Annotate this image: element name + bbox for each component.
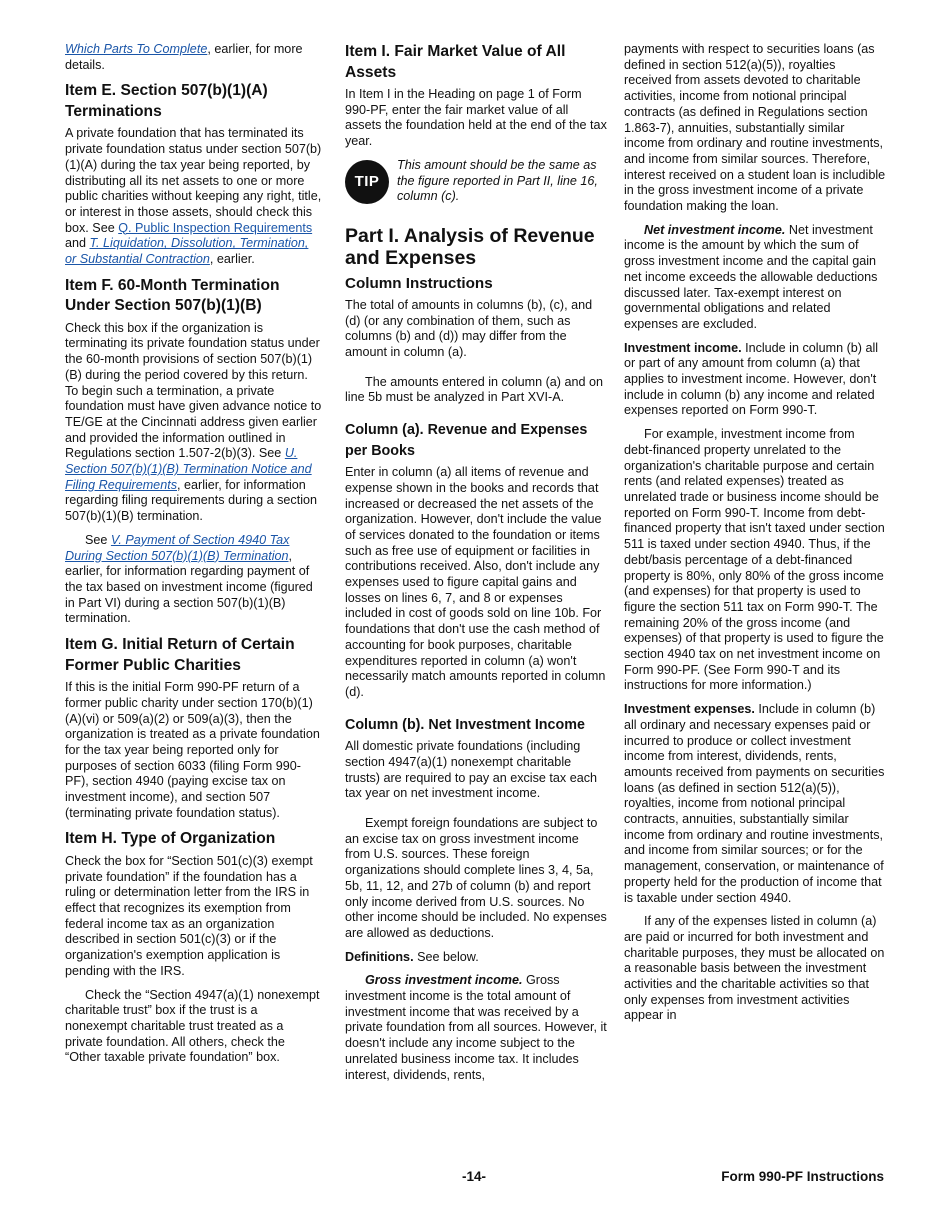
definitions-paragraph: Definitions. See below. [345,949,479,964]
column-b-paragraph-1: All domestic private foundations (including section 4947(a)(1) nonexempt charitable trusts) are required to pay an excise tax each tax year on net investment income. [345,739,598,801]
item-h-paragraph-2: Check the “Section 4947(a)(1) nonexempt charitable trust” box if the trust is a nonexempt charitable trust treated as a private foundation. All others, check the “Other taxable private foundation” box. [65,987,320,1065]
heading-item-i: Item I. Fair Market Value of All Assets [345,43,566,81]
heading-item-f: Item F. 60-Month Termination Under Section 507(b)(1)(B) [65,276,280,315]
heading-item-g: Item G. Initial Return of Certain Former Public Charities [65,636,295,674]
link-liquidation[interactable]: T. Liquidation, Dissolution, Termination, or Substantial Contraction [65,236,309,267]
item-i-paragraph: In Item I in the Heading on page 1 of Form 990-PF, enter the fair market value of all assets the foundation held at the end of the tax year. [345,87,607,149]
item-f-paragraph: Check this box if the organization is terminating its private foundation status under the 60-month provisions of section 507(b)(1)(B) during the period covered by this return. To begin such a termination, a private foundation must have given advance notice to TE/GE at the Cincinnati address given earlier and provided the information outlined in Regulations section 1.507-2(b)(3). See U. Section 507(b)(1)(B) Termination Notice and Filing Requirements, earlier, for information regarding filing requirements during a section 507(b)(1)(B) termination. [65,320,322,524]
heading-column-instructions: Column Instructions [345,274,493,292]
column-instructions-paragraph-2: The amounts entered in column (a) and on line 5b must be analyzed in Part XVI-A. [345,374,604,405]
heading-part-1: Part I. Analysis of Revenue and Expenses [345,224,595,270]
investment-expenses-paragraph: Investment expenses. Include in column (b) all ordinary and necessary expenses paid or incurred to produce or collect investment income from interest, dividends, rents, amounts received from payments on securities loans (as defined in section 512(a)(5)), royalties, income from notional principal contracts, annuities, substantially similar income from ordinary and routine investments, and income from similar sources; or for the management, conservation, or maintenance of property held for the production of income that is taxable under section 4940. [624,702,885,905]
link-public-inspection[interactable]: Q. Public Inspection Requirements [118,220,313,235]
heading-column-a: Column (a). Revenue and Expenses per Books [345,422,588,459]
column-b-paragraph-2: Exempt foreign foundations are subject to an excise tax on gross investment income from U.S. sources. These foreign organizations should complete lines 3, 4, 5a, 5b, 11, 12, and 27b of column (b) and report only income derived from U.S. sources. No other income should be included. No expenses are allowed as deductions. [345,816,607,940]
item-e-paragraph: A private foundation that has terminated its private foundation status under section 507(b)(1)(A) during the tax year being reported, by distributing all its net assets to one or more public charities without keeping any right, title, or interest in those assets, should check this box. See Q. Public Inspection Requirements and T. Liquidation, Dissolution, Termination, or Substantial Contraction, earlier. [65,126,322,267]
column-left [65,42,323,1074]
item-g-paragraph: If this is the initial Form 990-PF return of a former public charity under section 170(b)(1)(A)(vi) or 509(a)(2) or 509(a)(3), then the organization is treated as a private foundation for the tax year being reported only for purposes of section 6033 (filing Form 990-PF), section 4940 (paying excise tax on investment income), and section 507 (terminating private foundation status). [65,680,320,820]
heading-item-h: Item H. Type of Organization [65,830,276,848]
continued-paragraph: payments with respect to securities loans (as defined in section 512(a)(5)), royalties received from assets devoted to charitable activities, income from notional principal contracts (as defined in Regulations section 1.863-7), annuities, substantially similar income from ordinary and routine investments, and income from similar sources. Therefore, interest received on a student loan is includible in the gross investment income of a private foundation making the loan. [624,42,886,214]
column-right [624,42,886,1032]
example-paragraph: For example, investment income from debt-financed property unrelated to the organization's charitable purpose and certain rents (and related expenses) treated as unrelated trade or business income should be reported on Form 990-T. Income from debt-financed property that isn't taxed under section 511 is taxed under section 4940. Thus, if the debt/basis percentage of a debt-financed property is 80%, only 80% of the gross income (and expenses) for that property is used to figure the section 511 tax on Form 990-T. The remaining 20% of the gross income (and expenses) of that property is used to figure the section 4940 tax on net investment income on Form 990-PF. (See Form 990-T and its instructions for more information.) [624,427,885,693]
link-payment-4940[interactable]: V. Payment of Section 4940 Tax During Section 507(b)(1)(B) Termination [65,532,290,563]
link-which-parts-to-complete[interactable]: Which Parts To Complete [65,42,208,56]
footer-form-name: Form 990-PF Instructions [721,1169,884,1184]
allocation-paragraph: If any of the expenses listed in column (a) are paid or incurred for both investment and charitable purposes, they must be allocated on a reasonable basis between the investment activities and the charitable activities so that only expenses from investment activities appear in [624,914,885,1023]
gross-investment-income-paragraph: Gross investment income. Gross investment income is the total amount of investment income that was received by a private foundation from all sources. However, it doesn't include any income subject to the unrelated business income tax. It includes interest, dividends, rents, [345,973,607,1082]
item-f-paragraph-2: See V. Payment of Section 4940 Tax During Section 507(b)(1)(B) Termination, earlier, for information regarding payment of the tax based on investment income (figured in Part VI) during a section 507(b)(1)(B) termination. [65,532,313,626]
tip-icon: TIP [345,160,389,204]
heading-column-b: Column (b). Net Investment Income [345,716,585,733]
column-a-paragraph: Enter in column (a) all items of revenue and expense shown in the books and records that increased or decreased the net assets of the organization. However, don't include the value of services donated to the foundation or items such as free use of equipment or facilities in contributions received. Also, don't include any expenses used to figure capital gains and losses on lines 6, 7, and 8 or expenses included in cost of goods sold on line 10b. For foundations that don't use the cash method of accounting for book purposes, charitable expenditures reported in column (a) won't necessarily match amounts reported in column (d). [345,465,606,699]
tip-text: This amount should be the same as the figure reported in Part II, line 16, column (c). [397,157,598,204]
investment-income-paragraph: Investment income. Include in column (b) all or part of any amount from column (a) that applies to investment income. However, don't include in column (b) any income and related expenses reported on Form 990-T. [624,340,879,418]
column-instructions-paragraph-1: The total of amounts in columns (b), (c), and (d) (or any combination of them, such as columns (b) and (d)) may differ from the amount in column (a). [345,297,593,360]
tip-box [345,158,607,205]
link-termination-notice[interactable]: U. Section 507(b)(1)(B) Termination Notice and Filing Requirements [65,446,312,492]
column-middle [345,42,607,1091]
intro-paragraph: Which Parts To Complete, earlier, for more details. [65,42,303,72]
item-h-paragraph-1: Check the box for “Section 501(c)(3) exempt private foundation” if the foundation has a ruling or determination letter from the IRS in effect that recognizes its exemption from federal income tax as an organization described in section 501(c)(3) or if the organization's exemption application is pending with the IRS. [65,853,313,978]
net-investment-income-paragraph: Net investment income. Net investment income is the amount by which the sum of gross investment income and the capital gain net income exceeds the allowable deductions discussed later. Tax-exempt interest on governmental obligations and related expenses are excluded. [624,222,878,331]
heading-item-e: Item E. Section 507(b)(1)(A) Terminations [65,82,268,120]
page-number: -14- [462,1169,487,1184]
